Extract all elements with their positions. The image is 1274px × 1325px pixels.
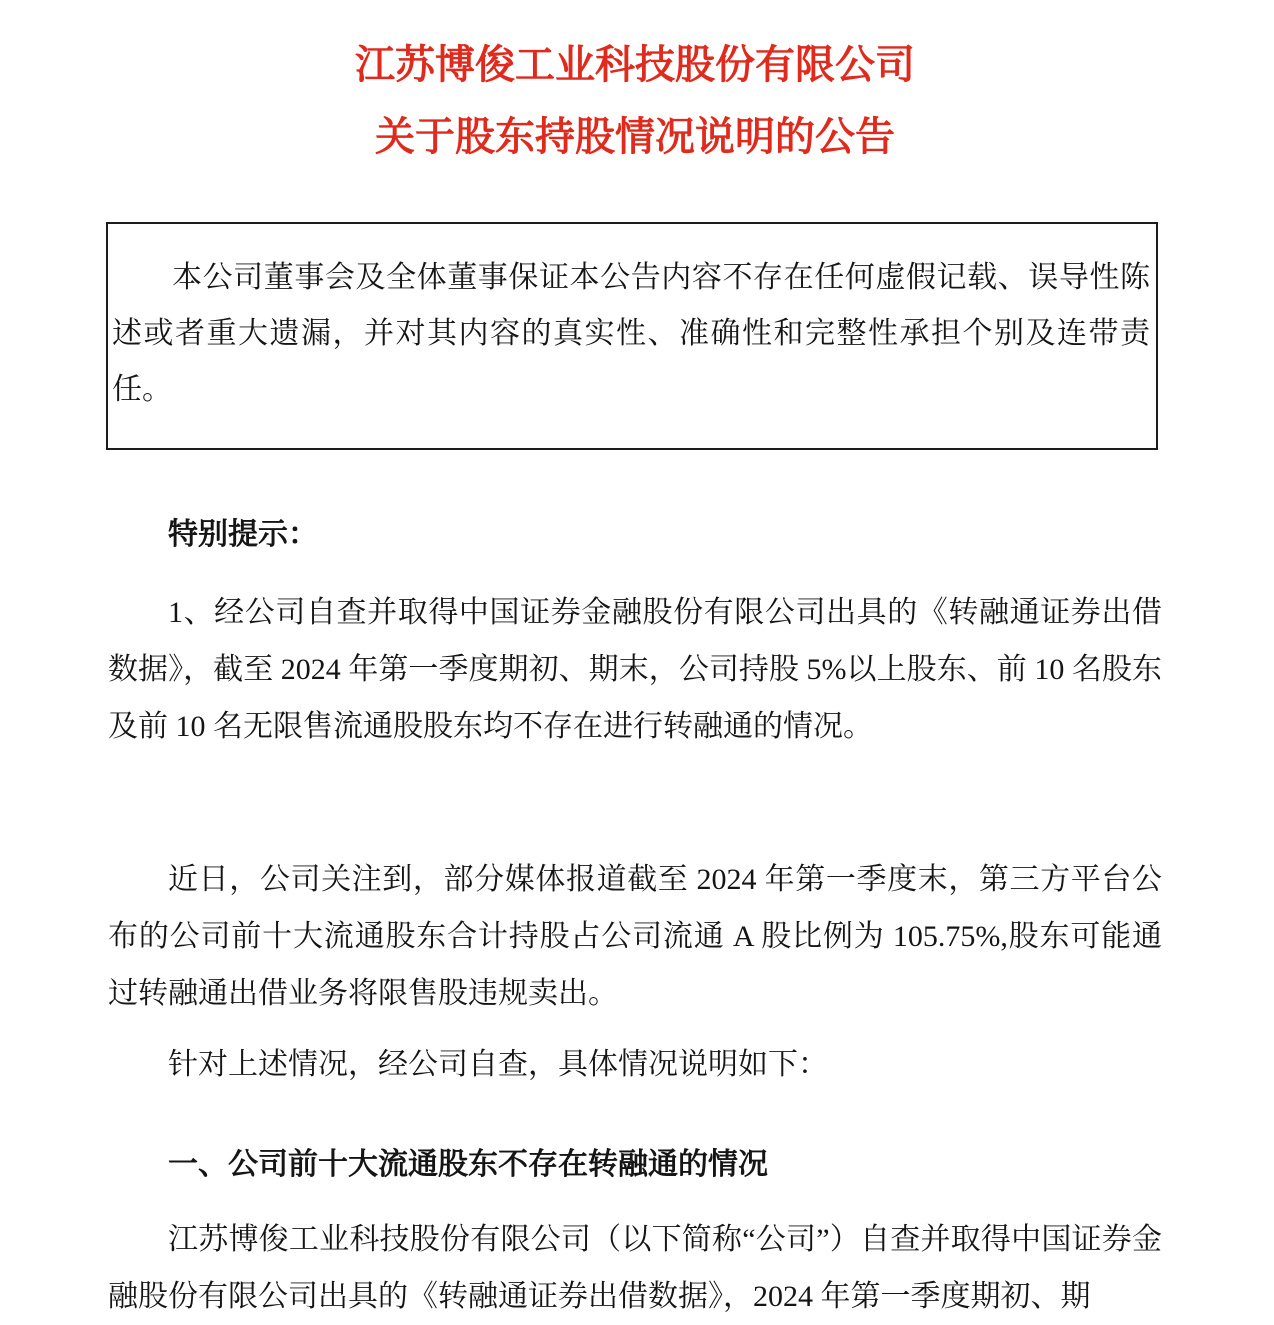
special-notice-item-1: 1、经公司自查并取得中国证券金融股份有限公司出具的《转融通证券出借数据》，截至 2024 年第一季度期初、期末，公司持股 5%以上股东、前 10 名股东及前 10 名无限售流通股股东均不存在进行转融通的情况。 xyxy=(108,596,1162,743)
disclaimer-text: 本公司董事会及全体董事保证本公告内容不存在任何虚假记载、误导性陈述或者重大遗漏，并对其内容的真实性、准确性和完整性承担个别及连带责任。 xyxy=(112,261,1150,406)
media-report-paragraph: 近日，公司关注到，部分媒体报道截至 2024 年第一季度末，第三方平台公布的公司前十大流通股东合计持股占公司流通 A 股比例为 105.75%,股东可能通过转融通出借业务将限售股违规卖出。 xyxy=(108,863,1162,1010)
section-1-paragraph-1: 江苏博俊工业科技股份有限公司（以下简称“公司”）自查并取得中国证券金融股份有限公司出具的《转融通证券出借数据》，2024 年第一季度期初、期 xyxy=(108,1223,1162,1313)
document-title-line2: 关于股东持股情况说明的公告 xyxy=(375,114,895,159)
special-notice-heading: 特别提示： xyxy=(168,518,318,551)
section-1-heading: 一、公司前十大流通股东不存在转融通的情况 xyxy=(168,1148,768,1181)
disclaimer-box xyxy=(106,222,1158,450)
self-check-intro-paragraph: 针对上述情况，经公司自查，具体情况说明如下： xyxy=(168,1048,828,1081)
document-title-line1: 江苏博俊工业科技股份有限公司 xyxy=(355,42,915,87)
